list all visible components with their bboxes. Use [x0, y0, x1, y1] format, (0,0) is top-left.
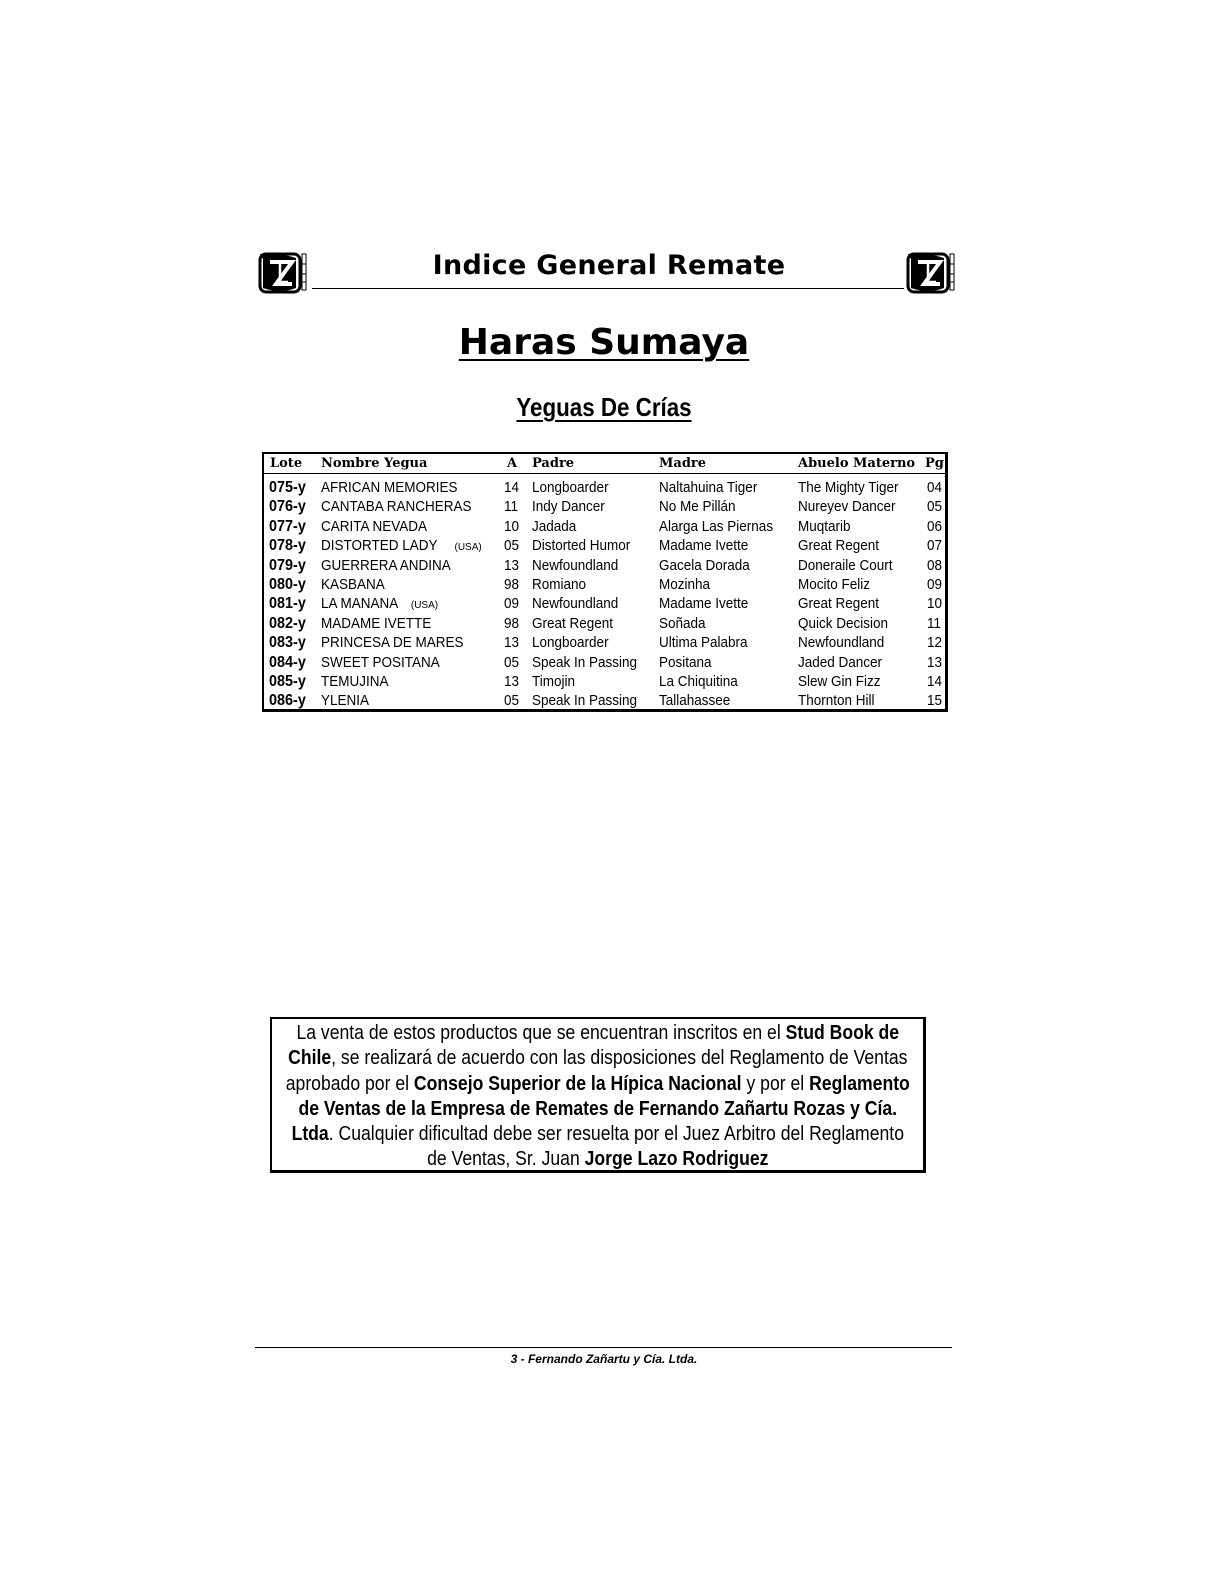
cell-lote-text: 076-y: [269, 498, 306, 516]
cell-a-text: 13: [504, 556, 520, 574]
cell-madre: [659, 595, 758, 612]
cell-nombre: [321, 692, 374, 709]
cell-pg-text: 11: [927, 614, 942, 632]
cell-madre: [659, 498, 744, 515]
cell-a-text: 09: [504, 595, 520, 613]
cell-lote-text: 075-y: [269, 479, 306, 496]
cell-lote: [269, 576, 310, 594]
cell-a-text: 05: [504, 692, 520, 710]
fz-monogram-icon: [258, 250, 308, 294]
cell-padre-text: Speak In Passing: [532, 692, 638, 710]
cell-abuelo: [798, 615, 898, 632]
cell-padre: [532, 576, 592, 593]
cell-pg: [927, 518, 944, 535]
cell-padre: [532, 673, 580, 690]
cell-pg: [927, 615, 943, 632]
cell-padre-text: Longboarder: [532, 479, 609, 496]
cell-abuelo: [798, 557, 903, 574]
cell-padre-text: Jadada: [532, 517, 577, 535]
cell-nombre: [321, 654, 453, 671]
cell-a: [504, 479, 521, 496]
cell-padre: [532, 634, 617, 651]
cell-lote-text: 077-y: [269, 517, 306, 535]
cell-lote-text: 079-y: [269, 556, 306, 574]
cell-nombre: [321, 479, 473, 496]
cell-nombre: [321, 557, 465, 574]
cell-a-text: 11: [504, 498, 519, 516]
table-row: [264, 576, 945, 595]
cell-lote-text: 082-y: [269, 614, 306, 632]
cell-lote: [269, 479, 310, 497]
cell-abuelo-text: Jaded Dancer: [798, 653, 883, 671]
cell-pg: [927, 654, 944, 671]
cell-lote: [269, 673, 310, 691]
cell-padre: [532, 557, 628, 574]
table-header: [264, 454, 945, 474]
cell-a: [504, 654, 521, 671]
cell-a-text: 13: [504, 634, 520, 652]
cell-madre-text: Naltahuina Tiger: [659, 479, 758, 496]
table-body: [264, 479, 945, 712]
cell-lote: [269, 615, 310, 633]
cell-nombre: [321, 537, 482, 554]
cell-abuelo-text: Great Regent: [798, 595, 880, 613]
cell-abuelo: [798, 479, 910, 496]
cell-nombre-text: DISTORTED LADY: [321, 537, 438, 555]
legal-notice: [270, 1017, 926, 1173]
cell-pg-text: 15: [927, 692, 943, 710]
cell-madre-text: Madame Ivette: [659, 595, 749, 613]
cell-padre: [532, 595, 628, 612]
cell-padre-text: Newfoundland: [532, 595, 619, 613]
cell-abuelo: [798, 537, 888, 554]
notice-bold-3: Reglamento de Ventas de la Empresa de Remates de Fernando Zañartu Rozas y Cía. Ltda: [291, 1072, 910, 1146]
cell-madre-text: Mozinha: [659, 575, 711, 593]
origin-tag: (USA): [410, 600, 439, 612]
cell-a: [504, 692, 521, 709]
cell-madre: [659, 479, 768, 496]
cell-padre-text: Romiano: [532, 575, 587, 593]
cell-pg: [927, 634, 944, 651]
cell-abuelo: [798, 595, 888, 612]
cell-nombre-text: MADAME IVETTE: [321, 614, 432, 632]
page-title: Haras Sumaya: [458, 322, 750, 363]
cell-padre: [532, 615, 622, 632]
cell-a: [504, 673, 521, 690]
cell-abuelo-text: Thornton Hill: [798, 692, 875, 710]
cell-pg: [927, 537, 944, 554]
cell-padre-text: Timojin: [532, 672, 576, 690]
cell-a: [504, 537, 521, 554]
cell-abuelo-text: Slew Gin Fizz: [798, 672, 881, 690]
cell-pg-text: 10: [927, 595, 943, 613]
cell-a-text: 98: [504, 575, 520, 593]
cell-padre-text: Indy Dancer: [532, 498, 605, 516]
col-madre: Madre: [659, 456, 707, 471]
cell-a: [504, 498, 520, 515]
cell-padre-text: Newfoundland: [532, 556, 619, 574]
table-row: [264, 479, 945, 498]
cell-abuelo-text: Mocito Feliz: [798, 575, 871, 593]
cell-abuelo: [798, 518, 856, 535]
col-nombre: Nombre Yegua: [321, 456, 428, 471]
cell-madre: [659, 692, 738, 709]
cell-padre-text: Great Regent: [532, 614, 614, 632]
cell-pg-text: 06: [927, 517, 943, 535]
cell-abuelo: [798, 634, 894, 651]
notice-text-2: , se realizará de acuerdo con las disposiciones del Reglamento de Ventas aprobado por el: [285, 1047, 908, 1095]
cell-madre-text: No Me Pillán: [659, 498, 736, 516]
cell-madre: [659, 537, 758, 554]
cell-nombre-text: YLENIA: [321, 692, 370, 710]
cell-abuelo-text: Newfoundland: [798, 634, 885, 652]
cell-abuelo-text: Nureyev Dancer: [798, 498, 896, 516]
cell-madre-text: Madame Ivette: [659, 537, 749, 555]
origin-tag: (USA): [454, 542, 482, 554]
cell-abuelo-text: Quick Decision: [798, 614, 889, 632]
table-row: [264, 673, 945, 692]
cell-lote: [269, 498, 310, 516]
cell-madre-text: Gacela Dorada: [659, 556, 750, 574]
cell-lote-text: 083-y: [269, 634, 306, 652]
cell-pg-text: 08: [927, 556, 943, 574]
table-row: [264, 537, 945, 556]
cell-madre-text: Soñada: [659, 614, 706, 632]
cell-a: [504, 576, 521, 593]
table-row: [264, 518, 945, 537]
cell-nombre: [321, 634, 479, 651]
cell-padre: [532, 518, 581, 535]
cell-nombre-text: KASBANA: [321, 575, 385, 593]
cell-a: [504, 595, 521, 612]
table-row: [264, 595, 945, 614]
cell-a-text: 05: [504, 537, 520, 555]
cell-pg: [927, 595, 944, 612]
table-row: [264, 634, 945, 653]
section-title: Yeguas De Crías: [516, 392, 692, 422]
cell-lote: [269, 518, 310, 536]
cell-nombre-text: AFRICAN MEMORIES: [321, 479, 458, 496]
cell-pg-text: 13: [927, 653, 943, 671]
cell-padre-text: Longboarder: [532, 634, 609, 652]
col-padre: Padre: [532, 456, 575, 471]
cell-lote: [269, 654, 310, 672]
cell-lote-text: 086-y: [269, 692, 306, 710]
cell-nombre-text: GUERRERA ANDINA: [321, 556, 451, 574]
cell-padre: [532, 498, 613, 515]
cell-nombre: [321, 518, 439, 535]
cell-madre-text: Tallahassee: [659, 692, 731, 710]
table-row: [264, 692, 945, 711]
cell-madre: [659, 615, 711, 632]
notice-text-1: La venta de estos productos que se encuentran inscritos en el: [296, 1022, 786, 1044]
cell-lote: [269, 692, 310, 710]
cell-madre-text: Positana: [659, 653, 712, 671]
cell-padre-text: Distorted Humor: [532, 537, 631, 555]
col-lote: Lote: [270, 456, 303, 471]
cell-abuelo-text: Muqtarib: [798, 517, 851, 535]
fz-monogram-icon: [906, 250, 956, 294]
footer-rule: [255, 1347, 952, 1348]
cell-pg: [927, 498, 944, 515]
cell-pg-text: 07: [927, 537, 943, 555]
table-row: [264, 557, 945, 576]
col-abuelo: Abuelo Materno: [798, 456, 916, 471]
cell-a: [504, 634, 521, 651]
cell-pg-text: 04: [927, 479, 943, 496]
cell-abuelo: [798, 576, 878, 593]
cell-pg-text: 12: [927, 634, 943, 652]
table-row: [264, 498, 945, 517]
cell-madre: [659, 518, 786, 535]
cell-nombre: [321, 576, 392, 593]
cell-nombre-text: TEMUJINA: [321, 672, 389, 690]
cell-pg: [927, 673, 944, 690]
cell-padre: [532, 537, 641, 554]
cell-pg-text: 14: [927, 672, 943, 690]
cell-madre-text: La Chiquitina: [659, 672, 738, 690]
cell-nombre-text: LA MANANA: [321, 595, 399, 613]
cell-madre: [659, 576, 716, 593]
header-rule: [312, 288, 904, 289]
table-row: [264, 615, 945, 634]
cell-abuelo-text: Great Regent: [798, 537, 880, 555]
header-title: Indice General Remate: [432, 250, 786, 281]
cell-abuelo: [798, 654, 891, 671]
cell-pg-text: 09: [927, 575, 943, 593]
cell-abuelo: [798, 498, 906, 515]
cell-nombre-text: PRINCESA DE MARES: [321, 634, 464, 652]
cell-lote-text: 081-y: [269, 595, 306, 613]
cell-a-text: 98: [504, 614, 520, 632]
cell-madre: [659, 557, 760, 574]
cell-pg: [927, 692, 944, 709]
cell-a: [504, 557, 521, 574]
cell-padre: [532, 479, 617, 496]
cell-madre-text: Ultima Palabra: [659, 634, 748, 652]
footer-text: 3 - Fernando Zañartu y Cía. Ltda.: [510, 1352, 698, 1366]
cell-abuelo: [798, 673, 890, 690]
cell-nombre-text: SWEET POSITANA: [321, 653, 440, 671]
cell-padre: [532, 654, 649, 671]
cell-nombre-text: CANTABA RANCHERAS: [321, 498, 472, 516]
cell-lote: [269, 557, 310, 575]
cell-a-text: 14: [504, 479, 520, 496]
cell-abuelo-text: Doneraile Court: [798, 556, 893, 574]
col-pg: Pg: [925, 456, 944, 471]
cell-pg-text: 05: [927, 498, 943, 516]
cell-nombre: [321, 615, 444, 632]
table-row: [264, 654, 945, 673]
cell-madre: [659, 634, 757, 651]
cell-nombre: [321, 498, 488, 515]
cell-pg: [927, 576, 944, 593]
cell-pg: [927, 557, 944, 574]
notice-text-4: . Cualquier dificultad debe ser resuelta por el Juez Arbitro del Reglamento de Ventas, Sr. Juan: [328, 1123, 904, 1171]
cell-a: [504, 615, 521, 632]
cell-lote-text: 078-y: [269, 537, 306, 555]
cell-pg: [927, 479, 944, 496]
cell-abuelo-text: The Mighty Tiger: [798, 479, 899, 496]
notice-text-3: y por el: [741, 1072, 809, 1095]
cell-a: [504, 518, 521, 535]
cell-a-text: 13: [504, 672, 520, 690]
cell-padre: [532, 692, 649, 709]
cell-abuelo: [798, 692, 883, 709]
cell-padre-text: Speak In Passing: [532, 653, 638, 671]
cell-lote-text: 084-y: [269, 653, 306, 671]
cell-a-text: 05: [504, 653, 520, 671]
cell-lote: [269, 634, 310, 652]
cell-nombre: [321, 595, 438, 612]
cell-nombre-text: CARITA NEVADA: [321, 517, 428, 535]
cell-a-text: 10: [504, 517, 520, 535]
cell-madre: [659, 654, 717, 671]
legal-notice-text: [280, 1021, 915, 1173]
cell-lote: [269, 595, 310, 613]
notice-bold-4: Jorge Lazo Rodriguez: [584, 1148, 769, 1171]
col-a: A: [507, 456, 518, 471]
cell-madre-text: Alarga Las Piernas: [659, 517, 774, 535]
notice-bold-1: Stud Book de Chile: [287, 1022, 899, 1070]
index-table: [262, 452, 948, 712]
cell-lote: [269, 537, 310, 555]
cell-madre: [659, 673, 747, 690]
cell-nombre: [321, 673, 396, 690]
notice-bold-2: Consejo Superior de la Hípica Nacional: [413, 1072, 742, 1095]
cell-lote-text: 085-y: [269, 672, 306, 690]
cell-lote-text: 080-y: [269, 575, 306, 593]
